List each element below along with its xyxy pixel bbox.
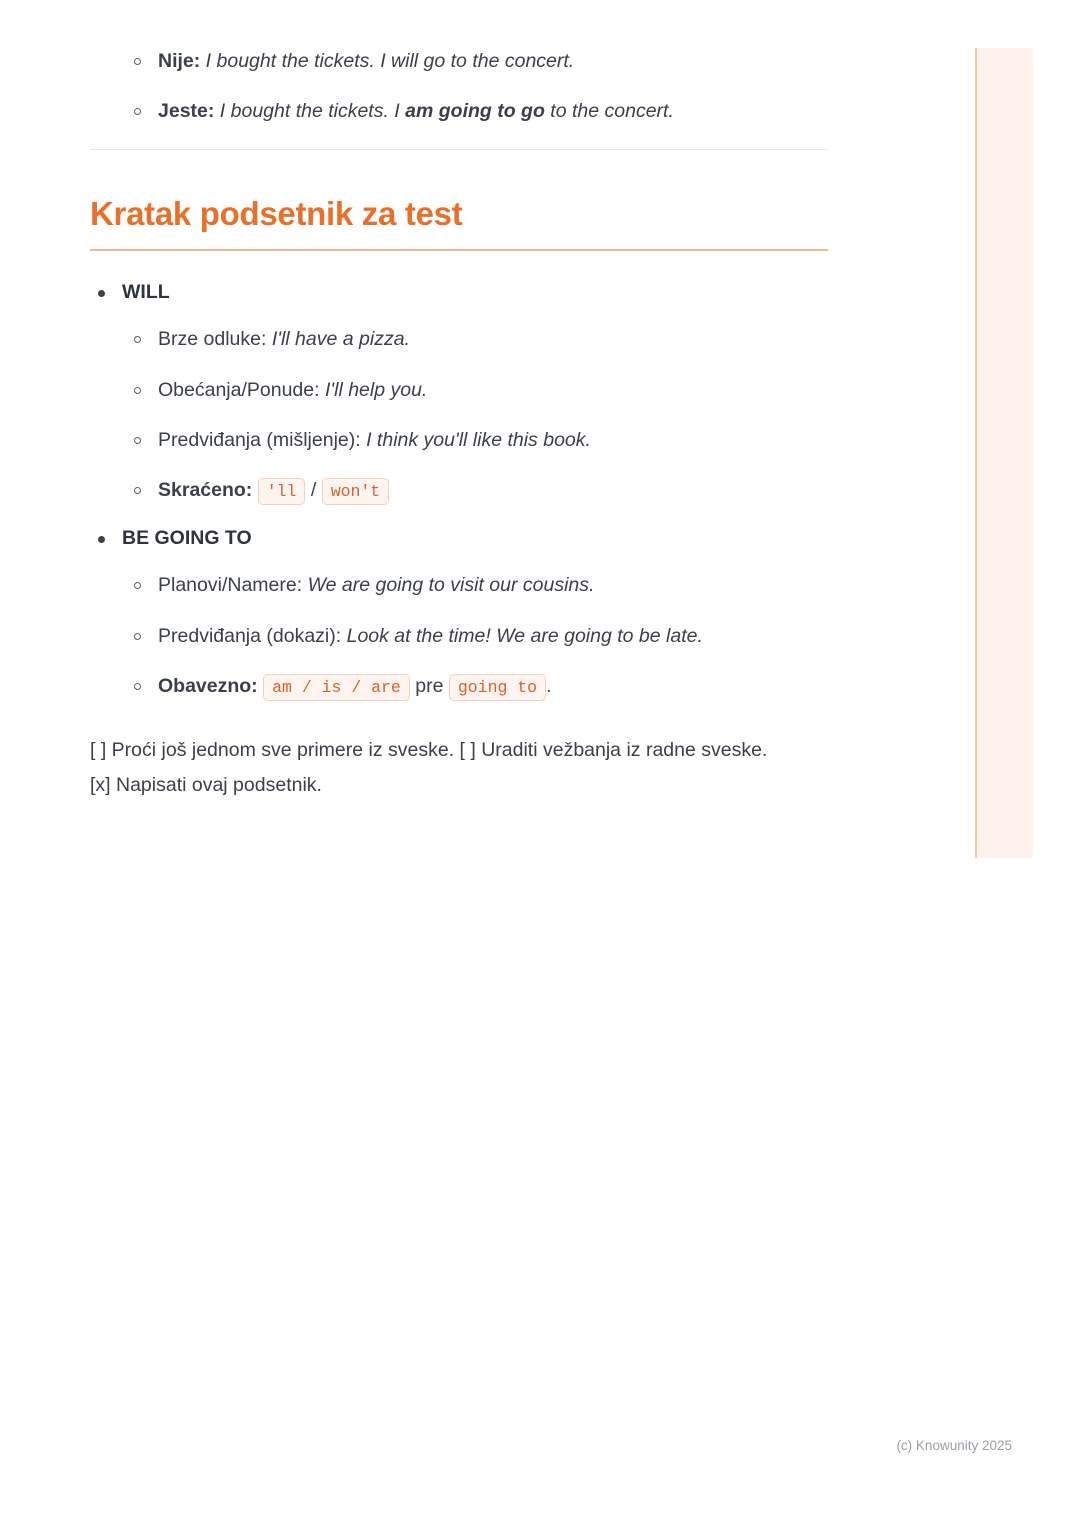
summary-group-list (90, 281, 828, 699)
item-label: Obavezno: (158, 675, 258, 698)
chip-separator: / (310, 479, 317, 502)
item-label: Brze odluke: (158, 328, 267, 351)
group-label: WILL (122, 281, 170, 304)
be-going-to-items (122, 572, 828, 699)
item-example: I think you'll like this book. (366, 428, 591, 451)
item-example: I'll help you. (324, 378, 428, 401)
item-label: Obećanja/Ponude: (158, 378, 320, 401)
item-example: Look at the time! We are going to be late. (346, 624, 703, 647)
page-title: Kratak podsetnik za test (90, 194, 463, 232)
list-item (122, 427, 828, 453)
list-item (90, 98, 828, 124)
example-text-jeste-part1: I bought the tickets. I (214, 100, 406, 123)
item-label: Predviđanja (mišljenje): (158, 428, 361, 451)
item-example: I'll have a pizza. (271, 328, 410, 351)
code-chip-wont: won't (322, 478, 390, 505)
trailing-punctuation: . (546, 675, 552, 698)
list-item (90, 48, 828, 74)
example-label-jeste: Jeste: (158, 100, 215, 123)
example-label-nije: Nije: (158, 50, 201, 72)
list-item (122, 673, 828, 699)
divider (90, 149, 828, 150)
group-heading-be-going-to (90, 527, 828, 699)
group-label: BE GOING TO (122, 527, 252, 550)
item-example: We are going to visit our cousins. (307, 574, 595, 597)
list-item (122, 377, 828, 403)
item-label: Planovi/Namere: (158, 574, 303, 597)
group-heading-will (90, 281, 828, 503)
list-item (122, 572, 828, 598)
document-content (90, 48, 828, 802)
checklist (90, 733, 832, 801)
checklist-line-2: [x] Napisati ovaj podsetnik. (90, 773, 322, 796)
example-text-nije: I bought the tickets. I will go to the concert. (200, 50, 575, 72)
list-item (122, 477, 828, 503)
title-underline (90, 249, 828, 251)
code-chip-going-to: going to (449, 674, 546, 701)
example-text-jeste-emphasis: am going to go (405, 100, 545, 123)
intro-example-list (90, 48, 828, 125)
item-label: Predviđanja (dokazi): (158, 624, 342, 647)
chip-separator: pre (415, 675, 444, 698)
list-item (122, 326, 828, 352)
example-text-jeste-part2: to the concert. (544, 100, 674, 123)
will-items (122, 326, 828, 503)
item-label: Skraćeno: (158, 479, 253, 502)
checklist-line-1: [ ] Proći još jednom sve primere iz sveske. [ ] Uraditi vežbanja iz radne sveske. (90, 739, 768, 762)
code-chip-am-is-are: am / is / are (263, 674, 410, 701)
footer-copyright: (c) Knowunity 2025 (896, 1438, 1012, 1453)
code-chip-ll: 'll (258, 478, 306, 505)
list-item (122, 623, 828, 649)
